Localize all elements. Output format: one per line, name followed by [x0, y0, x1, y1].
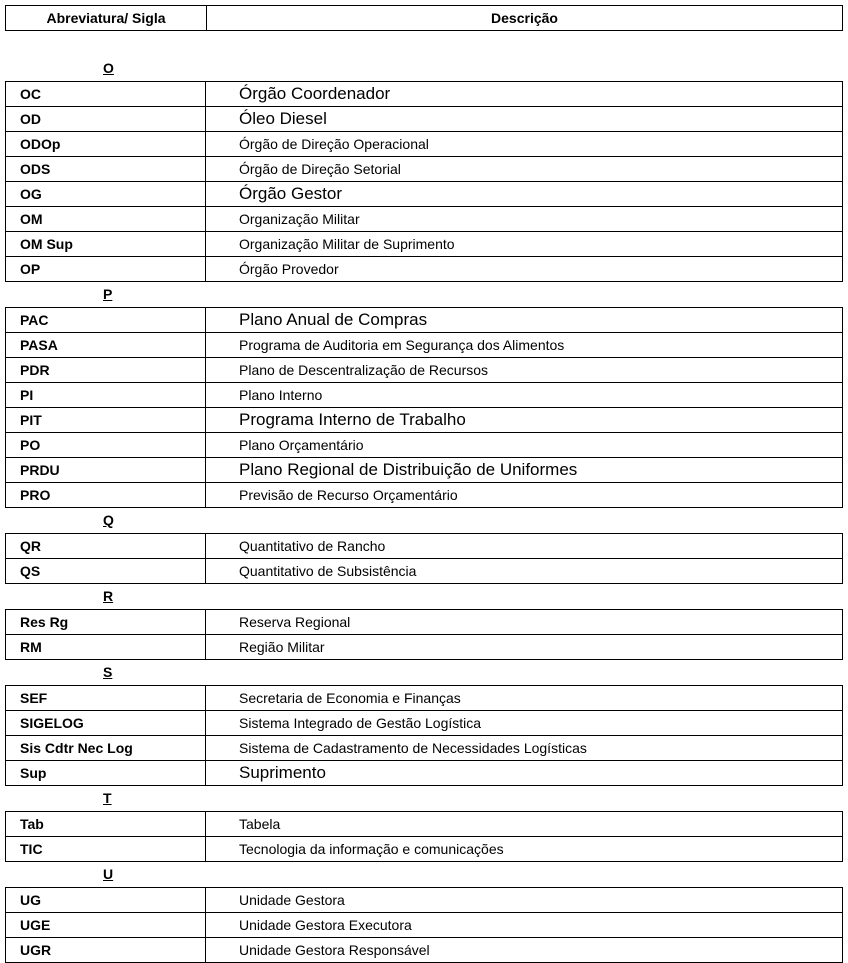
table-row: [6, 534, 842, 559]
section-table: [5, 685, 843, 786]
section-letter: [5, 660, 843, 685]
abbr-cell: PDR: [6, 358, 206, 382]
desc-cell: Plano Anual de Compras: [239, 310, 428, 329]
abbr-cell: QS: [6, 559, 206, 583]
desc-cell: Plano Interno: [239, 387, 323, 403]
table-row: [6, 736, 842, 761]
section-letter: [5, 508, 843, 533]
desc-cell: Sistema Integrado de Gestão Logística: [239, 715, 482, 731]
desc-cell: Unidade Gestora Responsável: [239, 942, 430, 958]
header-gap: [5, 31, 843, 56]
table-row: [6, 308, 842, 333]
section-letter-label: O: [103, 60, 114, 76]
abbr-cell: QR: [6, 534, 206, 558]
table-row: [6, 132, 842, 157]
section-table: [5, 887, 843, 963]
desc-cell: Órgão Provedor: [239, 261, 339, 277]
table-row: [6, 610, 842, 635]
desc-cell: Quantitativo de Subsistência: [239, 563, 417, 579]
desc-cell: Unidade Gestora Executora: [239, 917, 412, 933]
section-table: [5, 533, 843, 584]
abbr-cell: PRO: [6, 483, 206, 507]
table-row: [6, 458, 842, 483]
section-letter-label: Q: [103, 512, 114, 528]
table-row: [6, 383, 842, 408]
table-row: [6, 635, 842, 660]
desc-cell: Reserva Regional: [239, 614, 351, 630]
desc-cell: Tecnologia da informação e comunicações: [239, 841, 504, 857]
desc-cell: Óleo Diesel: [239, 109, 327, 128]
table-row: [6, 761, 842, 786]
abbr-cell: SIGELOG: [6, 711, 206, 735]
table-row: [6, 812, 842, 837]
desc-cell: Plano Regional de Distribuição de Uniformes: [239, 460, 578, 479]
desc-cell: Órgão de Direção Setorial: [239, 161, 401, 177]
section-letter: [5, 786, 843, 811]
desc-cell: Órgão de Direção Operacional: [239, 136, 429, 152]
section-letter: [5, 282, 843, 307]
desc-cell: Suprimento: [239, 763, 326, 782]
abbr-cell: OM Sup: [6, 232, 206, 256]
abbr-cell: SEF: [6, 686, 206, 710]
desc-cell: Programa Interno de Trabalho: [239, 410, 466, 429]
table-row: [6, 888, 842, 913]
table-row: [6, 483, 842, 508]
section-letter: [5, 56, 843, 81]
abbr-cell: TIC: [6, 837, 206, 861]
desc-cell: Plano Orçamentário: [239, 437, 364, 453]
section-letter-label: T: [103, 790, 112, 806]
abbr-cell: UG: [6, 888, 206, 912]
table-row: [6, 913, 842, 938]
abbr-cell: UGR: [6, 938, 206, 962]
abbr-cell: PI: [6, 383, 206, 407]
desc-cell: Sistema de Cadastramento de Necessidades Logísticas: [239, 740, 587, 756]
table-header: [5, 5, 843, 31]
table-row: [6, 333, 842, 358]
sections-container: [5, 56, 843, 963]
table-row: [6, 686, 842, 711]
abbr-cell: Res Rg: [6, 610, 206, 634]
table-row: [6, 938, 842, 963]
abbr-cell: PO: [6, 433, 206, 457]
desc-cell: Órgão Coordenador: [239, 84, 391, 103]
abbr-cell: PAC: [6, 308, 206, 332]
table-row: [6, 559, 842, 584]
abbr-cell: PRDU: [6, 458, 206, 482]
abbr-cell: OP: [6, 257, 206, 281]
desc-cell: Organização Militar: [239, 211, 360, 227]
desc-cell: Região Militar: [239, 639, 325, 655]
section-letter-label: U: [103, 866, 114, 882]
table-row: [6, 107, 842, 132]
abbr-cell: ODOp: [6, 132, 206, 156]
desc-cell: Previsão de Recurso Orçamentário: [239, 487, 458, 503]
table-row: [6, 257, 842, 282]
table-row: [6, 711, 842, 736]
abbr-cell: PIT: [6, 408, 206, 432]
abbr-cell: OD: [6, 107, 206, 131]
desc-cell: Secretaria de Economia e Finanças: [239, 690, 461, 706]
abbr-cell: Sis Cdtr Nec Log: [6, 736, 206, 760]
abbr-cell: RM: [6, 635, 206, 659]
section-letter-label: R: [103, 588, 114, 604]
abbr-column-header: Abreviatura/ Sigla: [6, 6, 207, 30]
abbr-cell: Tab: [6, 812, 206, 836]
abbr-cell: Sup: [6, 761, 206, 785]
section-table: [5, 609, 843, 660]
section-table: [5, 81, 843, 282]
abbr-cell: OG: [6, 182, 206, 206]
table-row: [6, 82, 842, 107]
section-table: [5, 811, 843, 862]
table-row: [6, 182, 842, 207]
table-row: [6, 207, 842, 232]
section-letter-label: P: [103, 286, 113, 302]
abbr-cell: UGE: [6, 913, 206, 937]
abbr-cell: ODS: [6, 157, 206, 181]
table-row: [6, 232, 842, 257]
section-table: [5, 307, 843, 508]
table-row: [6, 157, 842, 182]
abbr-cell: OM: [6, 207, 206, 231]
table-row: [6, 408, 842, 433]
desc-cell: Quantitativo de Rancho: [239, 538, 386, 554]
section-letter-label: S: [103, 664, 113, 680]
abbreviation-table: [5, 5, 843, 963]
abbr-cell: OC: [6, 82, 206, 106]
table-row: [6, 837, 842, 862]
abbr-cell: PASA: [6, 333, 206, 357]
section-letter: [5, 862, 843, 887]
section-letter: [5, 584, 843, 609]
desc-column-header: Descrição: [491, 10, 558, 26]
desc-cell: Organização Militar de Suprimento: [239, 236, 455, 252]
desc-cell: Tabela: [239, 816, 281, 832]
desc-cell: Plano de Descentralização de Recursos: [239, 362, 489, 378]
table-row: [6, 358, 842, 383]
table-row: [6, 433, 842, 458]
desc-cell: Unidade Gestora: [239, 892, 345, 908]
desc-cell: Órgão Gestor: [239, 184, 342, 203]
desc-cell: Programa de Auditoria em Segurança dos Alimentos: [239, 337, 565, 353]
